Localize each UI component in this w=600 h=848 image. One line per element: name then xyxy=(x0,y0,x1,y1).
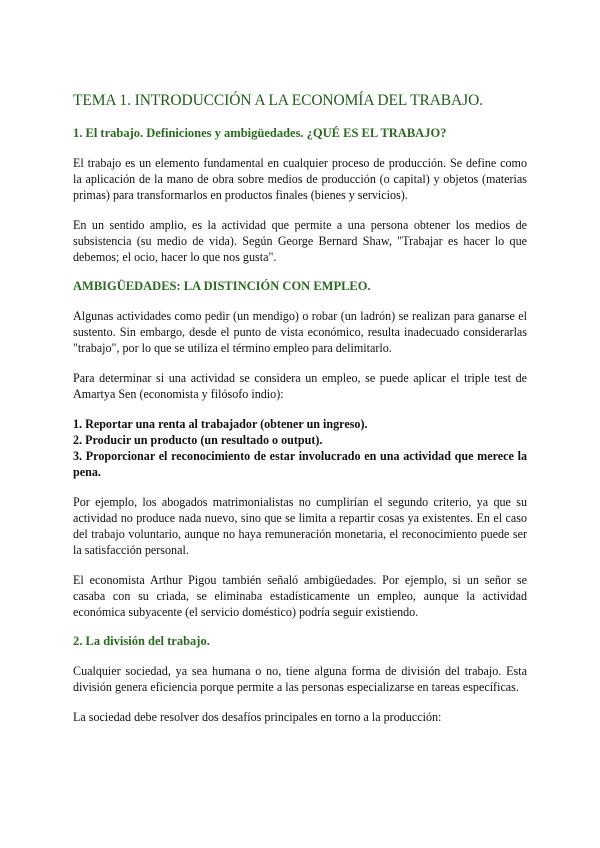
section-2-paragraph-2: La sociedad debe resolver dos desafíos principales en torno a la producción: xyxy=(73,710,442,724)
section-2-paragraph-1: Cualquier sociedad, ya sea humana o no, tiene alguna forma de división del trabajo. Esta división genera eficiencia porque permite a las personas especializarse en tareas específicas. xyxy=(73,664,527,694)
ambiguities-paragraph-2: Para determinar si una actividad se considera un empleo, se puede aplicar el triple test de Amartya Sen (economista y filósofo indio): xyxy=(73,371,527,401)
ambiguities-paragraph-3: Por ejemplo, los abogados matrimonialistas no cumplirían el segundo criterio, ya que su actividad no produce nada nuevo, sino que se limita a repartir cosas ya existentes. En el caso del trabajo voluntario, aunque no haya remuneración monetaria, el reconocimiento puede ser la satisfacción personal. xyxy=(73,495,527,557)
section-1-heading: 1. El trabajo. Definiciones y ambigüedades. ¿QUÉ ES EL TRABAJO? xyxy=(73,126,447,140)
ambiguities-heading: AMBIGÜEDADES: LA DISTINCIÓN CON EMPLEO. xyxy=(73,279,371,293)
section-1-paragraph-1: El trabajo es un elemento fundamental en cualquier proceso de producción. Se define como la aplicación de la mano de obra sobre medios de producción (o capital) y objetos (materias primas) para transformarlos en productos finales (bienes y servicios). xyxy=(73,156,527,202)
ambiguities-paragraph-4: El economista Arthur Pigou también señaló ambigüedades. Por ejemplo, si un señor se casaba con su criada, se eliminaba estadísticamente un empleo, aunque la actividad económica subyacente (el servicio doméstico) podría seguir existiendo. xyxy=(73,573,527,619)
list-item: 2. Producir un producto (un resultado o output). xyxy=(73,433,323,447)
section-2-heading: 2. La división del trabajo. xyxy=(73,634,210,648)
triple-test-list xyxy=(73,416,527,480)
section-1-paragraph-2: En un sentido amplio, es la actividad que permite a una persona obtener los medios de subsistencia (su medio de vida). Según George Bernard Shaw, "Trabajar es hacer lo que debemos; el ocio, hacer lo que nos gusta". xyxy=(73,218,527,264)
list-item: 1. Reportar una renta al trabajador (obtener un ingreso). xyxy=(73,417,368,431)
list-item: 3. Proporcionar el reconocimiento de estar involucrado en una actividad que merece la pena. xyxy=(73,449,527,479)
ambiguities-paragraph-1: Algunas actividades como pedir (un mendigo) o robar (un ladrón) se realizan para ganarse el sustento. Sin embargo, desde el punto de vista económico, resulta inadecuado considerarlas "trabajo", por lo que se utiliza el término empleo para delimitarlo. xyxy=(73,309,527,355)
document-title: TEMA 1. INTRODUCCIÓN A LA ECONOMÍA DEL TRABAJO. xyxy=(73,92,483,109)
